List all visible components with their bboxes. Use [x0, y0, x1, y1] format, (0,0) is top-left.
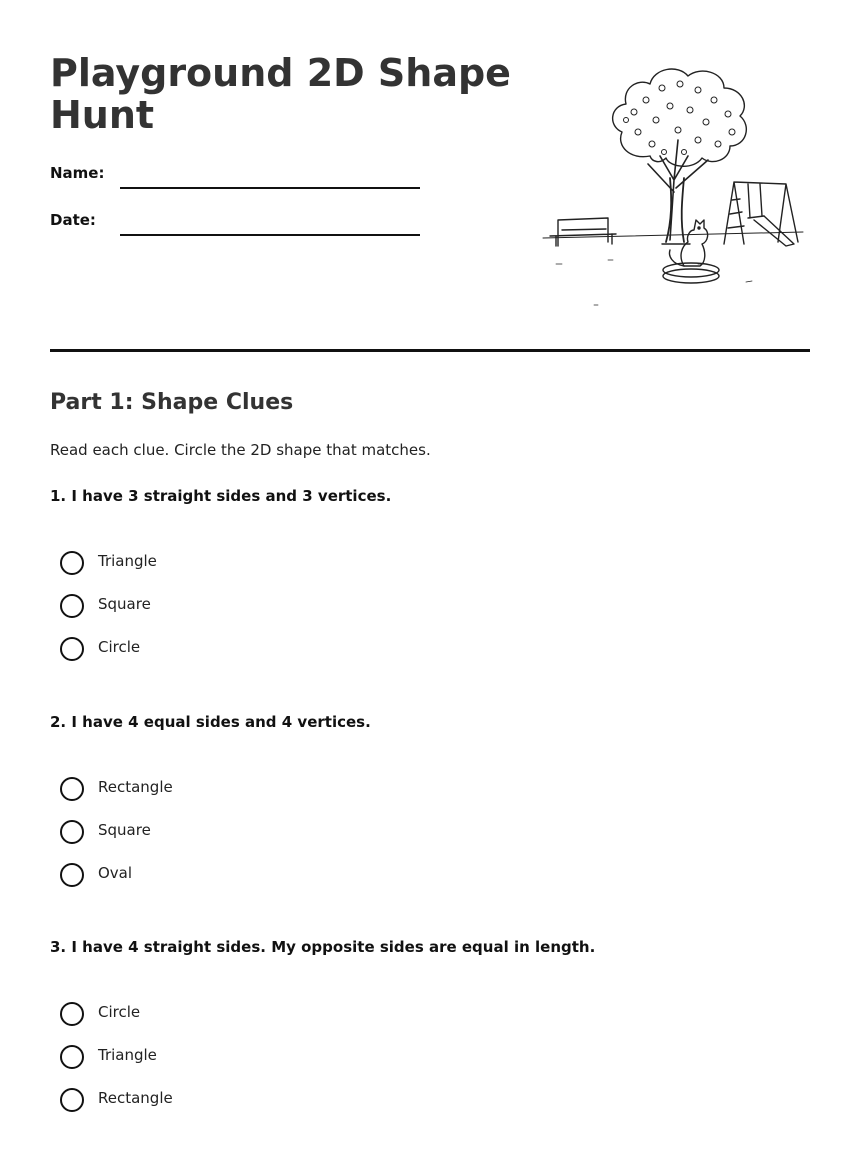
date-label: Date:	[50, 211, 96, 229]
part1-instructions: Read each clue. Circle the 2D shape that matches.	[50, 441, 431, 459]
worksheet-title: Playground 2D Shape Hunt	[50, 51, 511, 137]
radio-circle-icon[interactable]	[60, 1088, 84, 1112]
radio-circle-icon[interactable]	[60, 637, 84, 661]
radio-circle-icon[interactable]	[60, 777, 84, 801]
worksheet-header	[50, 52, 810, 312]
name-field[interactable]	[120, 187, 420, 189]
option-label: Square	[98, 595, 151, 613]
part1-title: Part 1: Shape Clues	[50, 390, 294, 415]
name-field-row	[50, 164, 430, 190]
bench-icon	[550, 218, 616, 246]
question-3-text: 3. I have 4 straight sides. My opposite sides are equal in length.	[50, 938, 596, 956]
option-label: Rectangle	[98, 778, 173, 796]
option-label: Rectangle	[98, 1089, 173, 1107]
radio-circle-icon[interactable]	[60, 551, 84, 575]
name-label: Name:	[50, 164, 105, 182]
radio-circle-icon[interactable]	[60, 820, 84, 844]
tree-icon	[613, 69, 747, 244]
question-2-text: 2. I have 4 equal sides and 4 vertices.	[50, 713, 371, 731]
header-divider	[50, 349, 810, 352]
swing-slide-icon	[724, 182, 798, 246]
option-label: Circle	[98, 1003, 141, 1021]
radio-circle-icon[interactable]	[60, 594, 84, 618]
option-label: Circle	[98, 638, 141, 656]
radio-circle-icon[interactable]	[60, 1045, 84, 1069]
question-1	[50, 487, 810, 656]
date-field[interactable]	[120, 234, 420, 236]
radio-circle-icon[interactable]	[60, 863, 84, 887]
option-label: Triangle	[98, 1046, 157, 1064]
question-3	[50, 938, 810, 1107]
date-field-row	[50, 211, 430, 237]
option-label: Oval	[98, 864, 133, 882]
question-1-text: 1. I have 3 straight sides and 3 vertices.	[50, 487, 392, 505]
radio-circle-icon[interactable]	[60, 1002, 84, 1026]
question-2	[50, 713, 810, 882]
option-label: Triangle	[98, 552, 157, 570]
playground-illustration-icon	[538, 60, 810, 310]
option-label: Square	[98, 821, 151, 839]
